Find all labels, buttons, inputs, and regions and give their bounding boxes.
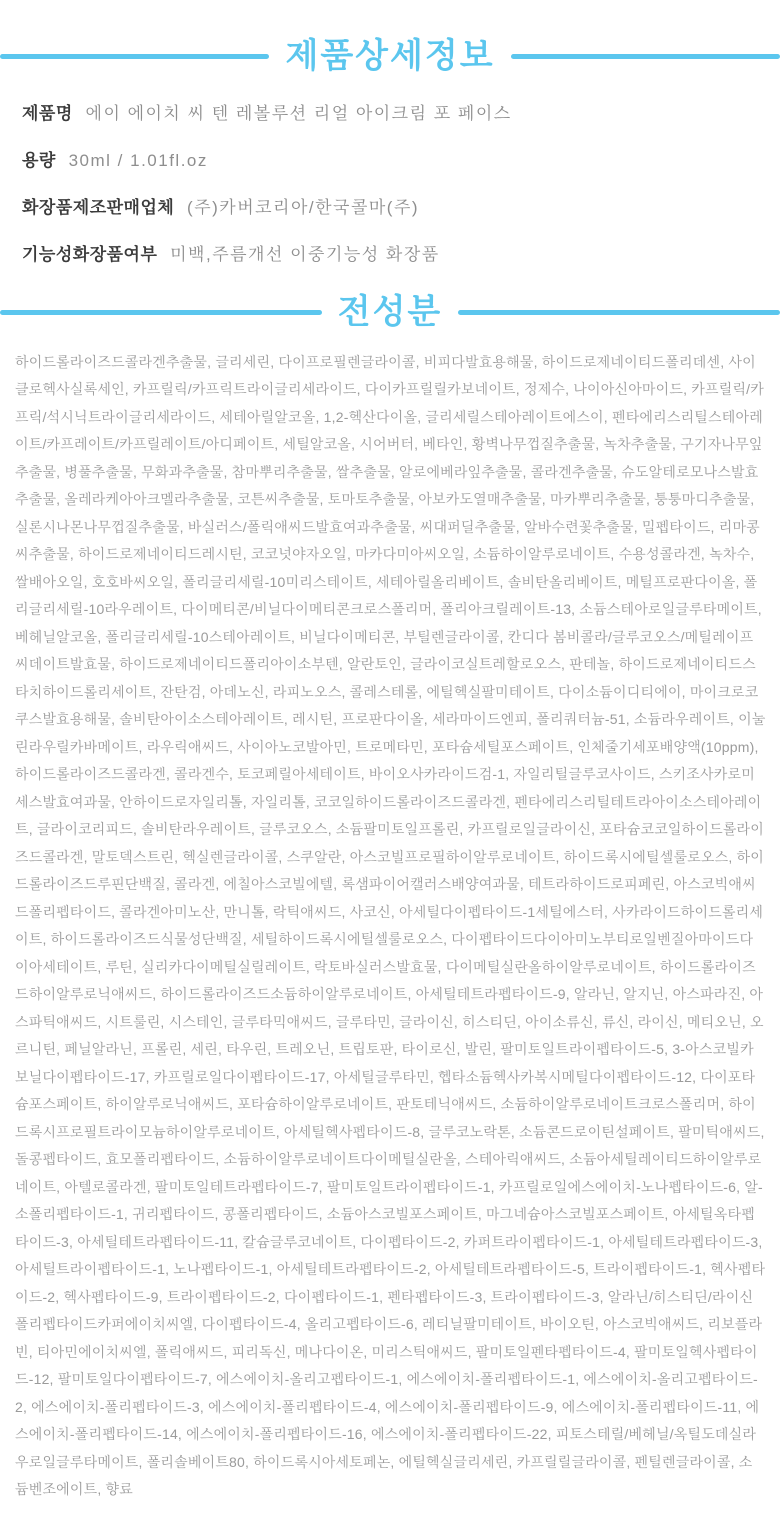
- field-manufacturer-label: 화장품제조판매업체: [22, 197, 175, 217]
- ingredients-text: 하이드롤라이즈드콜라겐추출물, 글리세린, 다이프로필렌글라이콜, 비피다발효용해물, 하이드로제네이티드폴리데센, 사이클로헥사실록세인, 카프릴릭/카프릭트라이글리세라이드, 다이카프릴릴카보네이트, 정제수, 나이아신아마이드, 카프릴릭/카프릭/석시닉트라이글리세라이드, 세테아릴알코올, 1,2-헥산다이올, 글리세릴스테아레이트에스이, 펜타에리스리틸스테아레이트/카프레이트/카프릴레이트/아디페이트, 세틸알코올, 시어버터, 베타인, 황벽나무껍질추출물, 녹차추출물, 구기자나무잎추출물, 병풀추출물, 무화과추출물, 참마뿌리추출물, 쌀추출물, 알로에베라잎추출물, 콜라겐추출물, 슈도알테로모나스발효추출물, 올레라케아아크멜라추출물, 코튼씨추출물, 토마토추출물, 아보카도열매추출물, 마카뿌리추출물, 퉁퉁마디추출물, 실론시나몬나무껍질추출물, 바실러스/폴릭애씨드발효여과추출물, 씨대퍼딜추출물, 알바수련꽃추출물, 밀펩타이드, 리마콩씨추출물, 하이드로제네이티드레시틴, 코코넛야자오일, 마카다미아씨오일, 소듐하이알루로네이트, 수용성콜라겐, 녹차수, 쌀배아오일, 호호바씨오일, 폴리글리세릴-10미리스테이트, 세테아릴올리베이트, 솔비탄올리베이트, 메틸프로판다이올, 폴리글리세릴-10라우레이트, 다이메티콘/비닐다이메티콘크로스폴리머, 폴리아크릴레이트-13, 소듐스테아로일글루타메이트, 베헤닐알코올, 폴리글리세릴-10스테아레이트, 비닐다이메티콘, 부틸렌글라이콜, 칸디다 봄비콜라/글루코오스/메틸레이프씨데이트발효물, 하이드로제네이티드폴리아이소부텐, 알란토인, 글라이코실트레할로오스, 판테놀, 하이드로제네이티드스타치하이드롤리세이트, 잔탄검, 아데노신, 라피노오스, 콜레스테롤, 에틸헥실팔미테이트, 다이소듐이디티에이, 마이크로코쿠스발효용해물, 솔비탄아이소스테아레이트, 레시틴, 프로판다이올, 세라마이드엔피, 폴리쿼터늄-51, 소듐라우레이트, 이눌린라우릴카바메이트, 라우릭애씨드, 사이아노코발아민, 트로메타민, 포타슘세틸포스페이트, 인체줄기세포배양액(10ppm), 하이드롤라이즈드콜라겐, 콜라겐수, 토코페릴아세테이트, 바이오사카라이드검-1, 자일리틸글루코사이드, 스키조사카로미세스발효여과물, 안하이드로자일리톨, 자일리톨, 코코일하이드롤라이즈드콜라겐, 펜타에리스리틸테트라아이소스테아레이트, 글라이코리피드, 솔비탄라우레이트, 글루코오스, 소듐팔미토일프롤린, 카프릴로일글라이신, 포타슘코코일하이드롤라이즈드콜라겐, 말토덱스트린, 헥실렌글라이콜, 스쿠알란, 아스코빌프로필하이알루로네이트, 하이드록시에틸셀룰로오스, 하이드롤라이즈드루핀단백질, 콜라겐, 에칠아스코빌에텔, 록샘파이어캘러스배양여과물, 테트라하이드로피페린, 아스코빅애씨드폴리펩타이드, 콜라겐아미노산, 만니톨, 락틱애씨드, 사코신, 아세틸다이펩타이드-1세틸에스터, 사카라이드하이드롤리세이트, 하이드롤라이즈드식물성단백질, 세틸하이드록시에틸셀룰로오스, 다이펩타이드다이아미노부티로일벤질아마이드다이아세테이트, 루틴, 실리카다이메틸실릴레이트, 락토바실러스발효물, 다이메틸실란올하이알루로네이트, 하이드롤라이즈드하이알루로닉애씨드, 하이드롤라이즈드소듐하이알루로네이트, 아세틸테트라펩타이드-9, 알라닌, 알지닌, 아스파라진, 아스파틱애씨드, 시트룰린, 시스테인, 글루타믹애씨드, 글루타민, 글라이신, 히스티딘, 아이소류신, 류신, 라이신, 메티오닌, 오르니틴, 페닐알라닌, 프롤린, 세린, 타우린, 트레오닌, 트립토판, 타이로신, 발린, 팔미토일트라이펩타이드-5, 3-아스코빌카보닐다이펩타이드-17, 카프릴로일다이펩타이드-17, 아세틸글루타민, 헵타소듐헥사카복시메틸다이펩타이드-12, 다이포타슘포스페이트, 하이알루로닉애씨드, 포타슘하이알루로네이트, 판토테닉애씨드, 소듐하이알루로네이트크로스폴리머, 하이드록시프로필트라이모늄하이알루로네이트, 아세틸헥사펩타이드-8, 글루코노락톤, 소듐콘드로이틴설페이트, 팔미틱애씨드, 돌콩펩타이드, 효모폴리펩타이드, 소듐하이알루로네이트다이메틸실란올, 스테아릭애씨드, 소듐아세틸레이티드하이알루로네이트, 아텔로콜라겐, 팔미토일테트라펩타이드-7, 팔미토일트라이펩타이드-1, 카프릴로일에스에이치-노나펩타이드-6, 알-소폴리펩타이드-1, 귀리펩타이드, 콩폴리펩타이드, 소듐아스코빌포스페이트, 마그네슘아스코빌포스페이트, 아세틸옥타펩타이드-3, 아세틸테트라펩타이드-11, 칼슘글루코네이트, 다이펩타이드-2, 카퍼트라이펩타이드-1, 아세틸테트라펩타이드-3, 아세틸트라이펩타이드-1, 노나펩타이드-1, 아세틸테트라펩타이드-2, 아세틸테트라펩타이드-5, 트라이펩타이드-1, 헥사펩타이드-2, 헥사펩타이드-9, 트라이펩타이드-2, 다이펩타이드-1, 펜타펩타이드-3, 트라이펩타이드-3, 알라닌/히스티딘/라이신폴리펩타이드카퍼에이치씨엘, 다이펩타이드-4, 올리고펩타이드-6, 레티닐팔미테이트, 바이오틴, 아스코빅애씨드, 리보플라빈, 티아민에이치씨엘, 폴릭애씨드, 피리독신, 메나다이온, 미리스틱애씨드, 팔미토일펜타펩타이드-4, 팔미토일헥사펩타이드-12, 팔미토일다이펩타이드-7, 에스에이치-올리고펩타이드-1, 에스에이치-폴리펩타이드-1, 에스에이치-올리고펩타이드-2, 에스에이치-폴리펩타이드-3, 에스에이치-폴리펩타이드-4, 에스에이치-폴리펩타이드-9, 에스에이치-폴리펩타이드-11, 에스에이치-폴리펩타이드-14, 에스에이치-폴리펩타이드-16, 에스에이치-폴리펩타이드-22, 피토스테릴/베헤닐/옥틸도데실라우로일글루타메이트, 폴리솔베이트80, 하이드록시아세토페논, 에틸헥실글리세린, 카프릴릴글라이콜, 펜틸렌글라이콜, 소듐벤조에이트, 향료: [15, 353, 766, 1498]
- product-info-header: [0, 36, 780, 77]
- header-rule-left: [0, 54, 269, 59]
- field-functional-cosmetic: [22, 244, 762, 266]
- field-volume: [22, 150, 762, 172]
- field-product-name: [22, 103, 762, 125]
- field-manufacturer: [22, 197, 762, 219]
- field-volume-value: 30ml / 1.01fl.oz: [68, 150, 208, 170]
- header-rule-right: [458, 310, 780, 315]
- field-volume-label: 용량: [22, 150, 56, 170]
- field-functional-cosmetic-value: 미백,주름개선 이중기능성 화장품: [170, 245, 440, 265]
- product-info-title: 제품상세정보: [285, 37, 495, 75]
- field-product-name-label: 제품명: [22, 103, 73, 123]
- ingredients-header: [0, 292, 780, 333]
- field-product-name-value: 에이 에이치 씨 텐 레볼루션 리얼 아이크림 포 페이스: [85, 103, 512, 123]
- ingredients-title: 전성분: [337, 293, 443, 332]
- product-info-fields: [22, 103, 762, 266]
- field-manufacturer-value: (주)카버코리아/한국콜마(주): [187, 197, 420, 217]
- field-functional-cosmetic-label: 기능성화장품여부: [22, 245, 158, 265]
- product-detail-page: [0, 36, 780, 1528]
- header-rule-left: [0, 310, 322, 315]
- header-rule-right: [511, 54, 780, 59]
